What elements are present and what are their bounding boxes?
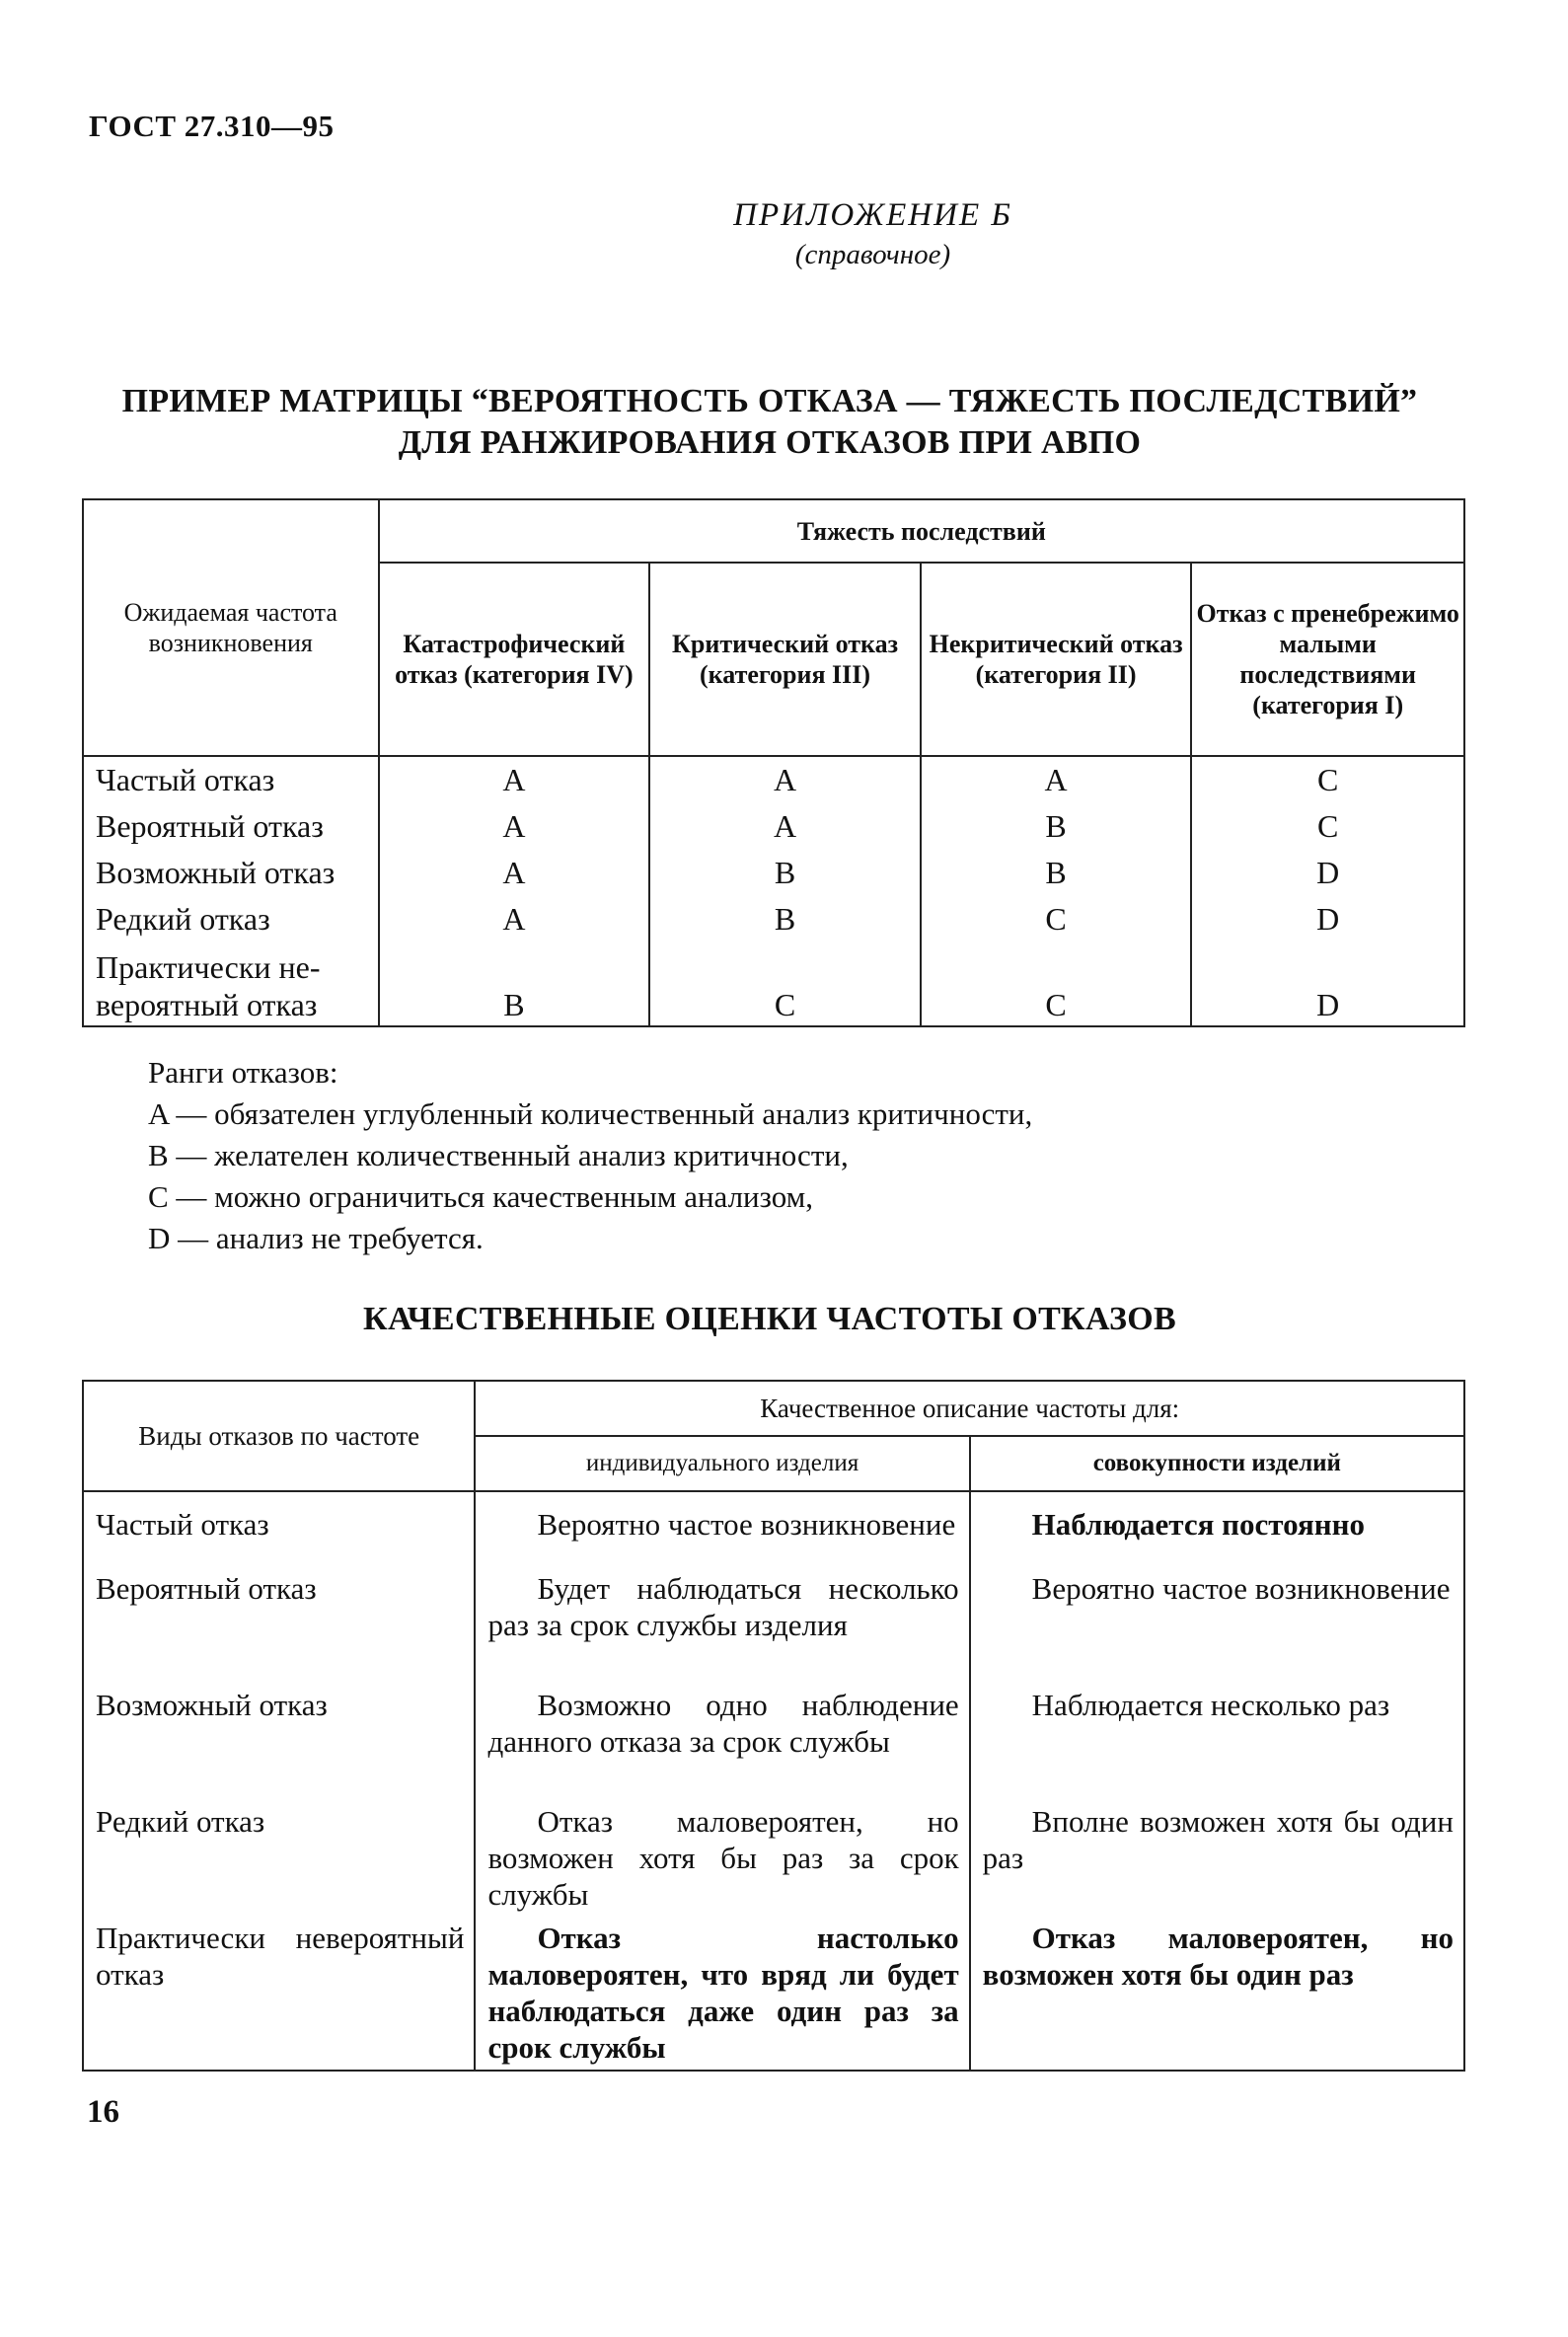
table-row — [83, 803, 1464, 850]
rank-cell: A — [379, 850, 650, 896]
row-label: Возможный отказ — [83, 850, 379, 896]
individual-desc-cell: Будет наблюдаться несколько раз за срок службы изделия — [475, 1564, 969, 1681]
rank-cell: D — [1191, 896, 1464, 942]
rank-cell: C — [1191, 803, 1464, 850]
rank-cell: C — [921, 896, 1192, 942]
population-desc-cell: Наблюдается несколько раз — [970, 1681, 1464, 1797]
rank-cell: A — [379, 896, 650, 942]
appendix-title: ПРИЛОЖЕНИЕ Б — [733, 197, 1012, 233]
table-row — [83, 1564, 1464, 1681]
table-row — [83, 1681, 1464, 1797]
failure-type-cell: Частый отказ — [83, 1491, 475, 1564]
individual-desc-cell: Возможно одно наблюдение данного отказа за срок службы — [475, 1681, 969, 1797]
document-id: ГОСТ 27.310—95 — [89, 109, 335, 143]
population-desc-cell: Наблюдается постоянно — [970, 1491, 1464, 1564]
rank-cell: A — [379, 803, 650, 850]
table-row — [83, 1491, 1464, 1564]
legend-item: A — обязателен углубленный количественный анализ критичности, — [148, 1096, 1033, 1131]
rank-cell: A — [649, 756, 920, 803]
col-header-failure-type: Виды отказов по частоте — [83, 1381, 475, 1491]
rank-cell: B — [649, 850, 920, 896]
matrix-title-line1: ПРИМЕР МАТРИЦЫ “ВЕРОЯТНОСТЬ ОТКАЗА — ТЯЖЕСТЬ ПОСЛЕДСТВИЙ” — [121, 383, 1418, 419]
population-desc-cell: Вероятно частое возникновение — [970, 1564, 1464, 1681]
rank-cell: B — [649, 896, 920, 942]
failure-type-cell: Практически невероятный отказ — [83, 1914, 475, 2071]
col-header-individual: индивидуального изделия — [475, 1436, 969, 1491]
rank-cell: C — [649, 942, 920, 1026]
rank-cell: A — [379, 756, 650, 803]
legend-item: B — желателен количественный анализ критичности, — [148, 1138, 849, 1172]
matrix-title-line2: ДЛЯ РАНЖИРОВАНИЯ ОТКАЗОВ ПРИ АВПО — [398, 424, 1142, 461]
individual-desc-cell: Отказ маловероятен, но возможен хотя бы раз за срок службы — [475, 1797, 969, 1914]
rank-cell: A — [921, 756, 1192, 803]
row-label: Вероятный отказ — [83, 803, 379, 850]
appendix-subtitle: (справочное) — [794, 239, 951, 270]
group-header-severity: Тяжесть последствий — [379, 499, 1464, 563]
failure-type-cell: Возможный отказ — [83, 1681, 475, 1797]
table-row — [83, 1797, 1464, 1914]
column-header: Некритический отказ (категория II) — [921, 563, 1192, 756]
legend-item: C — можно ограничиться качественным анализом, — [148, 1179, 813, 1214]
legend-title: Ранги отказов: — [148, 1055, 338, 1090]
row-label: Редкий отказ — [83, 896, 379, 942]
individual-desc-cell: Вероятно частое возникновение — [475, 1491, 969, 1564]
failure-type-cell: Редкий отказ — [83, 1797, 475, 1914]
col-header-population: совокупности изделий — [970, 1436, 1464, 1491]
population-desc-cell: Вполне возможен хотя бы один раз — [970, 1797, 1464, 1914]
row-label: Практически не-вероятный отказ — [83, 942, 379, 1026]
table-row — [83, 942, 1464, 1026]
population-desc-cell: Отказ маловероятен, но возможен хотя бы один раз — [970, 1914, 1464, 2071]
rank-cell: C — [1191, 756, 1464, 803]
rank-cell: D — [1191, 850, 1464, 896]
rank-cell: D — [1191, 942, 1464, 1026]
rank-cell: A — [649, 803, 920, 850]
quality-section-title: КАЧЕСТВЕННЫЕ ОЦЕНКИ ЧАСТОТЫ ОТКАЗОВ — [363, 1301, 1176, 1337]
table-row — [83, 756, 1464, 803]
rank-cell: B — [921, 850, 1192, 896]
row-header-frequency: Ожидаемая частота возникновения — [83, 499, 379, 756]
rank-cell: B — [921, 803, 1192, 850]
column-header: Отказ с пренебрежимо малыми последствиями (категория I) — [1191, 563, 1464, 756]
column-header: Критический отказ (категория III) — [649, 563, 920, 756]
group-header-description: Качественное описание частоты для: — [475, 1381, 1464, 1436]
rank-cell: C — [921, 942, 1192, 1026]
row-label: Частый отказ — [83, 756, 379, 803]
individual-desc-cell: Отказ настолько маловероятен, что вряд ли будет наблюдаться даже один раз за срок службы — [475, 1914, 969, 2071]
legend-item: D — анализ не требуется. — [148, 1221, 484, 1255]
failure-type-cell: Вероятный отказ — [83, 1564, 475, 1681]
risk-matrix-table — [82, 498, 1465, 1027]
rank-cell: B — [379, 942, 650, 1026]
table-row — [83, 896, 1464, 942]
table-row — [83, 1914, 1464, 2071]
table-row — [83, 850, 1464, 896]
column-header: Катастрофический отказ (категория IV) — [379, 563, 650, 756]
page-number: 16 — [87, 2094, 119, 2130]
frequency-assessment-table — [82, 1380, 1465, 2072]
